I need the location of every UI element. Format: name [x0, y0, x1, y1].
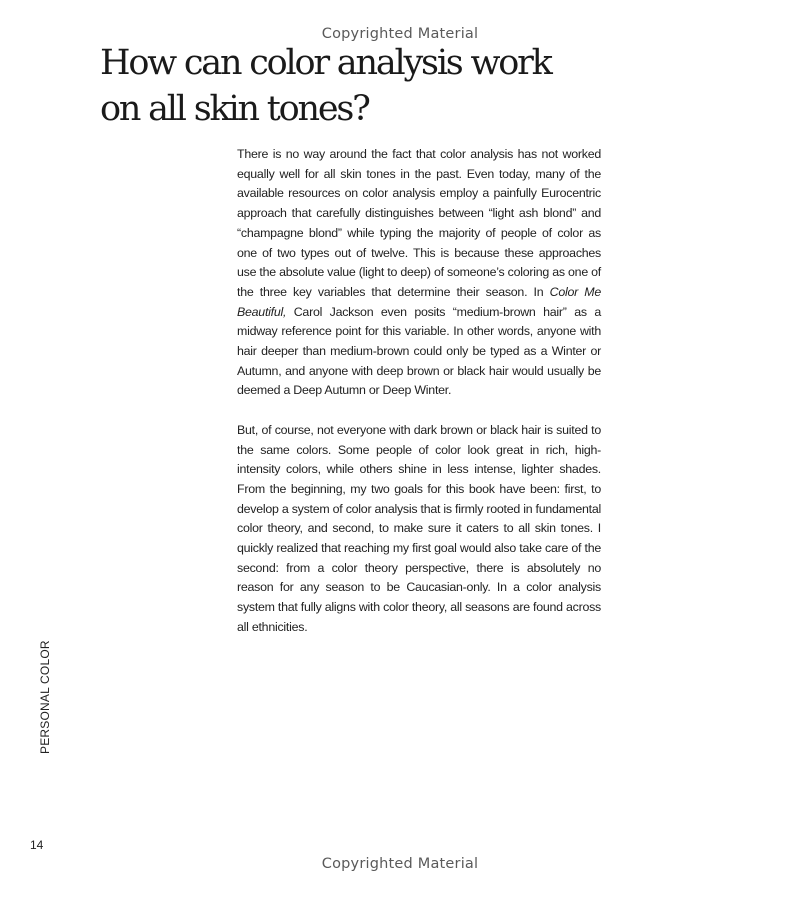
copyright-watermark-bottom: Copyrighted Material — [321, 856, 479, 872]
page-title — [100, 40, 660, 132]
body-text — [237, 145, 601, 657]
copyright-watermark-top: Copyrighted Material — [321, 26, 479, 42]
section-side-label: PERSONAL COLOR — [38, 640, 52, 754]
title-line-1: How can color analysis work — [100, 43, 551, 83]
title-line-2: on all skin tones? — [100, 89, 369, 129]
paragraph-1-part-2: Carol Jackson even posits “medium-brown hair” as a midway reference point for this variable. In other words, anyone with hair deeper than medium-brown could only be typed as a Winter or Autumn, and anyone with deep brown or black hair would usually be deemed a Deep Autumn or Deep Winter. — [237, 304, 601, 398]
paragraph-2: But, of course, not everyone with dark brown or black hair is suited to the same colors. Some people of color look great in rich, high-intensity colors, while others shine in less intense, lighter shades. From the beginning, my two goals for this book have been: first, to develop a system of color analysis that is firmly rooted in fundamental color theory, and second, to make sure it caters to all skin tones. I quickly realized that reaching my first goal would also take care of the second: from a color theory perspective, there is absolutely no reason for any season to be Caucasian-only. In a color analysis system that fully aligns with color theory, all seasons are found across all ethnicities. — [237, 422, 601, 634]
book-title: Color Me Beautiful, — [237, 284, 602, 319]
paragraph-1-part-1: There is no way around the fact that color analysis has not worked equally well for all skin tones in the past. Even today, many of the available resources on color analysis employ a painfully Eurocentric approach that carefully distinguishes between “light ash blond” and “champagne blond” while typing the majority of people of color as one of two types out of twelve. This is because these approaches use the absolute value (light to deep) of someone’s coloring as one of the three key variables that determine their season. In — [237, 147, 601, 299]
paragraph-1 — [237, 145, 601, 401]
page-number: 14 — [30, 838, 44, 852]
